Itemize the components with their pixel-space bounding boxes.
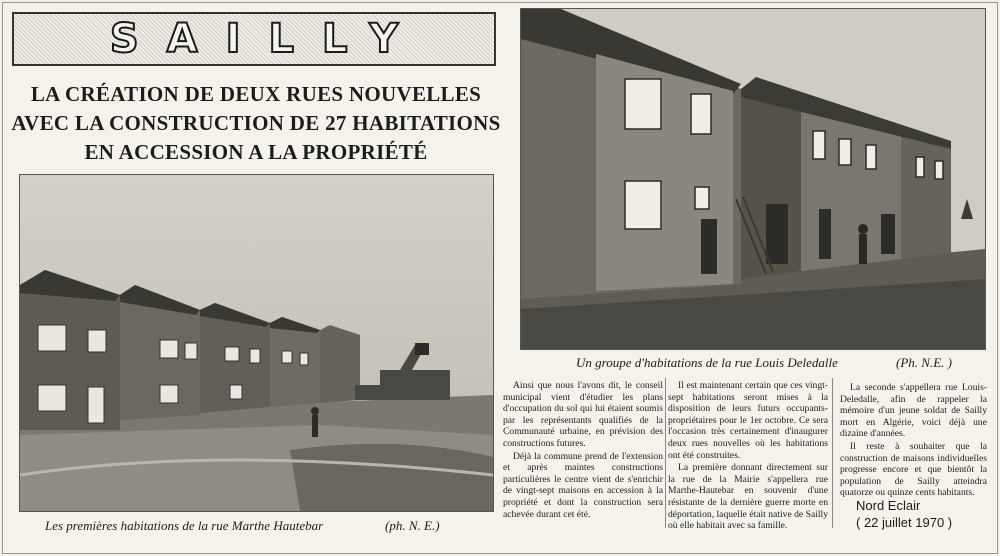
caption-right-text: Un groupe d'habitations de la rue Louis Deledalle xyxy=(576,355,838,370)
column-divider xyxy=(832,378,833,528)
article-column-1 xyxy=(503,380,663,521)
photo-rue-louis-deledalle xyxy=(520,8,986,350)
headline xyxy=(0,80,512,167)
caption-right-photo xyxy=(576,355,952,371)
headline-line-3: EN ACCESSION A LA PROPRIÉTÉ xyxy=(84,140,428,164)
source-date: ( 22 juillet 1970 ) xyxy=(856,515,953,530)
paragraph: Ainsi que nous l'avons dit, le conseil municipal vient d'étudier les plans d'occupation du sol qui lui étaient soumis par les représentants qualifiés de la Communauté urbaine, en prévision des constructions futures. xyxy=(503,380,663,449)
article-column-2 xyxy=(668,380,828,533)
headline-line-1: LA CRÉATION DE DEUX RUES NOUVELLES xyxy=(30,82,482,106)
headline-line-2: AVEC LA CONSTRUCTION DE 27 HABITATIONS xyxy=(11,111,501,135)
paragraph: Il est maintenant certain que ces vingt-sept habitations seront mises à la disposition de leurs futurs occupants-propriétaires pour le 1er octobre. Ce sera l'occasion très certainement d'inaugurer deux rues nouvelles où les habitations ont été construites. xyxy=(668,380,828,461)
column-divider xyxy=(665,378,666,528)
article-column-3 xyxy=(840,382,987,500)
paragraph: La seconde s'appellera rue Louis-Deledalle, afin de rappeler la mémoire d'un jeune soldat de Sailly mort en Algérie, voici déjà une dizaine d'années. xyxy=(840,382,987,440)
masthead-title: SAILLY xyxy=(109,16,427,62)
caption-left-photo xyxy=(45,518,440,534)
caption-right-credit: (Ph. N.E. ) xyxy=(896,355,952,370)
photo-rue-marthe-hautebar xyxy=(19,174,494,512)
masthead-banner xyxy=(12,12,496,66)
paragraph: La première donnant directement sur la rue de la Mairie s'appellera rue Marthe-Hautebar en souvenir d'une résistante de la dernière guerre morte en déportation, laquelle était native de Sailly où elle habitait avec sa famille. xyxy=(668,462,828,532)
paragraph: Déjà la commune prend de l'extension et après maintes constructions particulières le centre vient de s'enrichir de vingt-sept maisons en accession à la propriété et dont la construction sera achevée durant cet été. xyxy=(503,450,663,520)
caption-left-credit: (ph. N. E.) xyxy=(385,518,440,533)
paragraph: Il reste à souhaiter que la construction de maisons individuelles progresse encore et que bientôt la population de Sailly atteindra quatorze ou quinze cents habitants. xyxy=(840,440,987,499)
caption-left-text: Les premières habitations de la rue Marthe Hautebar xyxy=(45,518,324,533)
source-newspaper: Nord Eclair xyxy=(856,498,921,513)
